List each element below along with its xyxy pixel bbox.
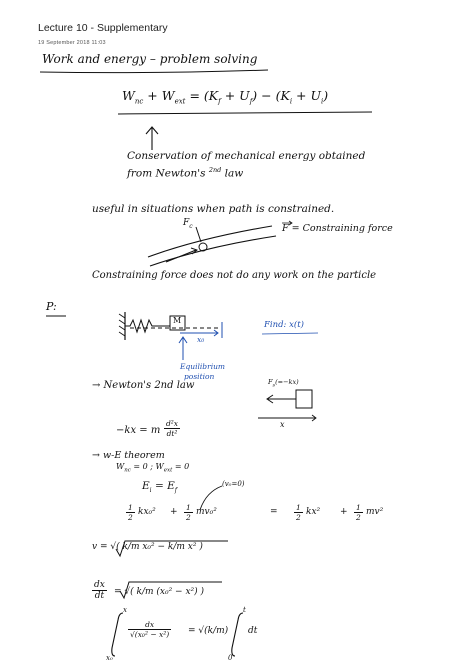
spring-icon	[125, 320, 170, 332]
integral-bottom: x₀	[106, 654, 113, 662]
ei-ef-line: $E_i = E_f$	[142, 480, 177, 495]
mass-label: M	[173, 316, 182, 325]
fbd-box	[296, 390, 312, 408]
integral-rhs: = √(k/m)	[188, 626, 229, 636]
newton-line: → Newton's 2nd law	[92, 380, 195, 391]
page-title: Lecture 10 - Supplementary	[38, 22, 168, 34]
main-eq-underline	[118, 112, 372, 114]
constraint-equation: F = Constraining force	[282, 223, 393, 234]
problem-label: P:	[46, 300, 57, 313]
page-date: 19 September 2018 11:03	[38, 40, 106, 46]
integral2-body: dt	[248, 626, 258, 636]
equilibrium-line-1: Equilibrium	[180, 362, 226, 371]
equilibrium-line-2: position	[184, 372, 215, 381]
wall-hatch	[119, 314, 125, 336]
conservation-line-1: Conservation of mechanical energy obtained	[127, 150, 366, 162]
energy-mv0: mv₀²	[196, 507, 217, 517]
find-underline	[262, 333, 318, 334]
integral2-top: t	[243, 606, 246, 614]
integral2-bottom: 0	[228, 654, 233, 662]
energy-kx0: kx₀²	[138, 507, 156, 517]
half-2: $\frac{1}{2}$	[186, 503, 191, 522]
useful-line: useful in situations when path is constrained.	[92, 203, 335, 215]
energy-mv: mv²	[366, 507, 384, 517]
particle-icon	[199, 243, 207, 251]
heading: Work and energy – problem solving	[42, 52, 258, 66]
dxdt-rhs: = √( k/m (x₀² − x²) )	[114, 587, 205, 597]
heading-underline	[40, 70, 268, 73]
fc-arrow	[196, 227, 201, 242]
energy-plus-1: +	[170, 507, 178, 517]
x-axis-label: x	[280, 420, 285, 429]
energy-kx: kx²	[306, 507, 321, 517]
we-theorem-line: → w-E theorem	[92, 450, 165, 461]
path-arrow-line	[166, 250, 196, 262]
wnc-line: $W_{nc} = 0$ ; $W_{ext} = 0$	[116, 462, 190, 474]
up-arrow-icon	[146, 127, 158, 150]
kx-equation-left: −kx = m	[116, 425, 161, 436]
fs-label: $F_s(=-kx)$	[268, 378, 299, 389]
half-3: $\frac{1}{2}$	[296, 503, 301, 522]
fbd-force-arrow-icon	[267, 395, 296, 403]
v-equation: v = √( k/m x₀² − k/m x² )	[92, 542, 203, 552]
integral-left-icon	[112, 613, 123, 656]
half-1: $\frac{1}{2}$	[128, 503, 133, 522]
energy-plus-2: +	[340, 507, 348, 517]
find-label: Find: x(t)	[264, 320, 304, 330]
dxdt-fraction: $\frac{dx}{dt}$	[94, 580, 105, 601]
integral-right-icon	[232, 613, 243, 656]
v0-label: (v₀=0)	[222, 480, 245, 488]
x-axis-arrow-icon	[258, 415, 316, 421]
x0-label: x₀	[197, 335, 205, 344]
path-lower	[150, 236, 276, 266]
integral-top: x	[123, 606, 127, 614]
path-upper	[148, 226, 272, 257]
equilibrium-arrow-icon	[179, 337, 187, 360]
half-4: $\frac{1}{2}$	[356, 503, 361, 522]
kx-fraction: $\frac{\text{d²x}}{\text{dt²}}$	[166, 419, 179, 438]
fc-label: $F_c$	[183, 218, 193, 230]
constraining-line: Constraining force does not do any work on the particle	[92, 270, 377, 281]
main-equation: $W_{nc} + W_{ext} = (K_f + U_f) - (K_i + U_i)$	[122, 88, 329, 106]
integral-fraction: $\frac{dx}{\text{√(x₀² − x²)}}$	[130, 620, 170, 639]
energy-equals: =	[270, 507, 278, 517]
conservation-line-2: from Newton's $^{2nd}$ law	[127, 166, 244, 180]
